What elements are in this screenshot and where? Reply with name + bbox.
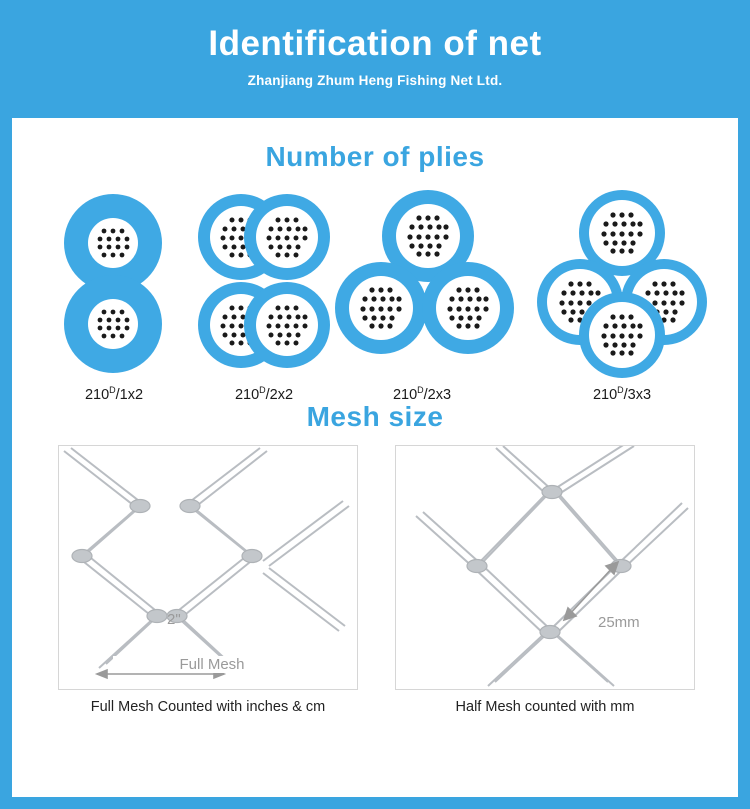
mesh-diagram-row [12, 445, 738, 735]
half-mesh-caption: Half Mesh counted with mm [455, 699, 635, 715]
strand-circle [244, 282, 330, 368]
fiber-dots-icon [589, 302, 655, 368]
half-mesh-svg [396, 446, 694, 689]
strand-core [256, 294, 318, 356]
full-mesh-arrow-label: Full Mesh [113, 656, 311, 673]
fiber-dots-icon [88, 218, 138, 268]
section-title-plies: Number of plies [265, 141, 485, 172]
strand-core [349, 276, 413, 340]
strand-circle [335, 262, 427, 354]
company-subtitle: Zhanjiang Zhum Heng Fishing Net Ltd. [247, 73, 503, 88]
ply-label-3x3: $210^D/3x3$ [592, 385, 652, 403]
full-mesh-measure-label: 2" [167, 611, 181, 628]
page-title: Identification of net [208, 24, 542, 63]
strand-core [88, 218, 138, 268]
plies-diagram-row [12, 187, 738, 403]
ply-group-3x3 [517, 187, 727, 403]
ply-label-2x2: $210^D/2x2$ [234, 385, 294, 403]
fiber-dots-icon [349, 276, 413, 340]
fiber-dots-icon [436, 276, 500, 340]
ply-label-2x3: $210^D/2x3$ [392, 385, 452, 403]
strand-circle [422, 262, 514, 354]
strand-circle [244, 194, 330, 280]
fiber-dots-icon [256, 206, 318, 268]
strand-core [589, 302, 655, 368]
full-mesh-diagram [58, 445, 358, 690]
strand-circle [64, 275, 162, 373]
fiber-dots-icon [88, 299, 138, 349]
content-card [12, 118, 738, 797]
strand-circle [579, 292, 665, 378]
half-mesh-diagram [395, 445, 695, 690]
ply-group-1x2 [32, 187, 197, 403]
ply-label-1x2: $210^D/1x2$ [84, 385, 144, 403]
ply-group-2x3 [327, 187, 517, 403]
full-mesh-svg [59, 446, 357, 689]
strand-core [589, 200, 655, 266]
strand-core [88, 299, 138, 349]
header [0, 0, 750, 118]
strand-core [436, 276, 500, 340]
fiber-dots-icon [396, 204, 460, 268]
section-title-mesh: Mesh size [306, 401, 444, 432]
half-mesh-measure-label: 25mm [598, 614, 640, 631]
strand-core [396, 204, 460, 268]
fiber-dots-icon [256, 294, 318, 356]
strand-core [256, 206, 318, 268]
full-mesh-caption: Full Mesh Counted with inches & cm [90, 699, 326, 715]
fiber-dots-icon [589, 200, 655, 266]
footer-strip [0, 797, 750, 809]
